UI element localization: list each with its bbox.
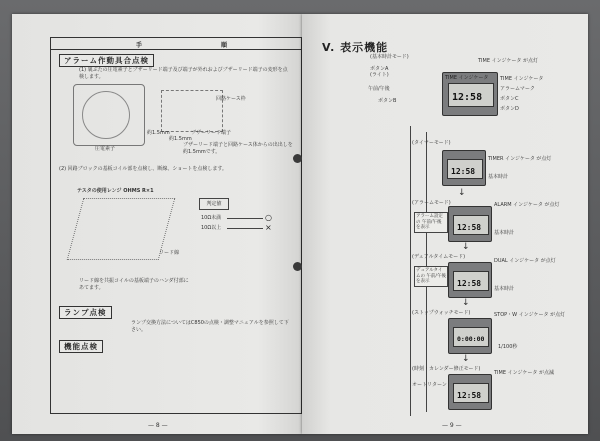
mode3-side: DUAL インジケータ が点灯 — [494, 258, 556, 264]
lamp-text: ランプ交換方法についてはC850の点検・調整マニュアルを参照して下さい。 — [131, 320, 289, 333]
alarm-item1-text: (1) 裏ぶたの圧電素子とブザーリード端子及び端子が外れおよびブザーリード端子の変形を点検します。 — [79, 67, 288, 80]
section-lamp-title: ランプ点検 — [59, 306, 112, 319]
label-buzzer-terminal: ブザーリード端子 — [191, 130, 232, 136]
mode5-name: (時刻・カレンダー修正モード) — [412, 366, 481, 372]
indicator-time-label: TIME インジケータ — [500, 76, 544, 82]
section-title: V. 表示機能 — [322, 41, 389, 54]
mode4-side: STOP・W インジケータ が点灯 — [494, 312, 566, 318]
section-function-title: 機能点検 — [59, 340, 103, 353]
lead-note: リード線を共振コイルの基板端子のハンダ付部にあてます。 — [79, 278, 189, 291]
button-a-label: ボタンA — [370, 66, 389, 72]
mode1-side: TIMER インジケータ が点灯 — [488, 156, 552, 162]
ok-symbol: ○ — [265, 213, 272, 222]
watch-dual-digits: 12:58 — [457, 279, 482, 288]
mode0-name: (基本時計モード) — [370, 54, 409, 60]
mode4-note: 1/100秒 — [498, 344, 518, 350]
watch-alarm-digits: 12:58 — [457, 223, 482, 232]
watch-dual-screen — [453, 271, 489, 291]
button-a-sub: (ライト) — [370, 72, 389, 78]
mode0-side: TIME インジケータ が点灯 — [478, 58, 538, 64]
label-case-ring: 回路ケース枠 — [216, 96, 246, 102]
watch-dual — [448, 262, 492, 298]
watch-basic-digits: 12:58 — [452, 92, 483, 103]
judgement-line1 — [227, 218, 263, 219]
watch-timer-digits: 12:58 — [451, 167, 476, 176]
header-col2: 順 — [221, 42, 228, 49]
piezo-disc — [82, 91, 130, 139]
indicator-alarm-label: アラームマーク — [500, 86, 535, 92]
watch-basic — [442, 72, 498, 116]
watch-timer — [442, 150, 486, 186]
left-page — [12, 14, 302, 434]
watch-stopwatch-digits: 0:00:00 — [457, 335, 485, 343]
arrow-1: ↓ — [458, 188, 466, 198]
watch-alarm-screen — [453, 215, 489, 235]
mode4-name: (ストップウォッチモード) — [412, 310, 471, 316]
ampm-label: 午前/午後 — [368, 86, 390, 92]
procedure-header — [51, 38, 301, 50]
mode3-note: 基本時計 — [494, 286, 515, 292]
section-alarm-check-title: アラーム作動具合点検 — [59, 54, 154, 67]
mode2-side: ALARM インジケータ が点灯 — [494, 202, 560, 208]
arrow-4: ↓ — [462, 354, 470, 364]
tester-range: テスタの使用レンジ OHMS R×1 — [77, 188, 154, 194]
watch-setting-digits: 12:58 — [457, 391, 482, 400]
label-dim2: 約1.5mm — [169, 136, 192, 142]
header-col1: 手 — [136, 42, 143, 49]
terminal-sketch — [161, 90, 223, 132]
judgement-row1: 10Ω未満 — [201, 215, 222, 221]
mode3-name: (デュアルタイムモード) — [412, 254, 466, 260]
judgement-title: 判定値 — [199, 198, 229, 210]
label-dim1: 約1.5mm — [147, 130, 170, 136]
binder-hole-bottom — [293, 262, 302, 271]
caseback-sketch — [73, 84, 145, 146]
button-c-label: ボタンC — [500, 96, 519, 102]
watch-setting-screen — [453, 383, 489, 403]
judgement-line2 — [227, 228, 263, 229]
mode2-box: アラーム設定の 午前/午後 を表示 — [414, 212, 448, 233]
binder-hole-top — [293, 154, 302, 163]
mode1-name: (タイマーモード) — [412, 140, 451, 146]
ng-symbol: × — [265, 223, 272, 232]
page-number-left: — 8 — — [148, 422, 168, 429]
watch-setting — [448, 374, 492, 410]
mode5-note: オートリターン — [412, 382, 447, 388]
mode2-name: (アラームモード) — [412, 200, 451, 206]
watch-stopwatch — [448, 318, 492, 354]
mode3-box: デュアルタイムの 午前/午後 を表示 — [414, 266, 448, 287]
watch-basic-screen — [448, 83, 494, 107]
label-lead: リード線 — [159, 250, 180, 256]
alarm-item2-text: (2) 回路ブロックの基板コイル部を点検し、断線、ショートを点検します。 — [59, 166, 227, 172]
watch-stopwatch-screen — [453, 327, 489, 347]
button-b-label: ボタンB — [378, 98, 397, 104]
watch-alarm — [448, 206, 492, 242]
terminal-note: ブザーリード端子と回路ケース体からの出出しを約1.5mmです。 — [183, 142, 293, 155]
procedure-frame — [50, 37, 302, 414]
mode2-note: 基本時計 — [494, 230, 515, 236]
judgement-row2: 10Ω以上 — [201, 225, 222, 231]
cycle-line-left — [410, 126, 411, 416]
watch-basic-indicator: TIME インジケータ — [445, 75, 489, 81]
page-number-right: — 9 — — [442, 422, 462, 429]
mode5-side: TIME インジケータ が点滅 — [494, 370, 554, 376]
watch-timer-screen — [447, 159, 483, 179]
right-page — [302, 14, 588, 434]
mode1-note: 基本時計 — [488, 174, 509, 180]
button-d-label: ボタンD — [500, 106, 519, 112]
arrow-3: ↓ — [462, 298, 470, 308]
label-piezo: 圧電素子 — [95, 146, 116, 152]
arrow-2: ↓ — [462, 242, 470, 252]
